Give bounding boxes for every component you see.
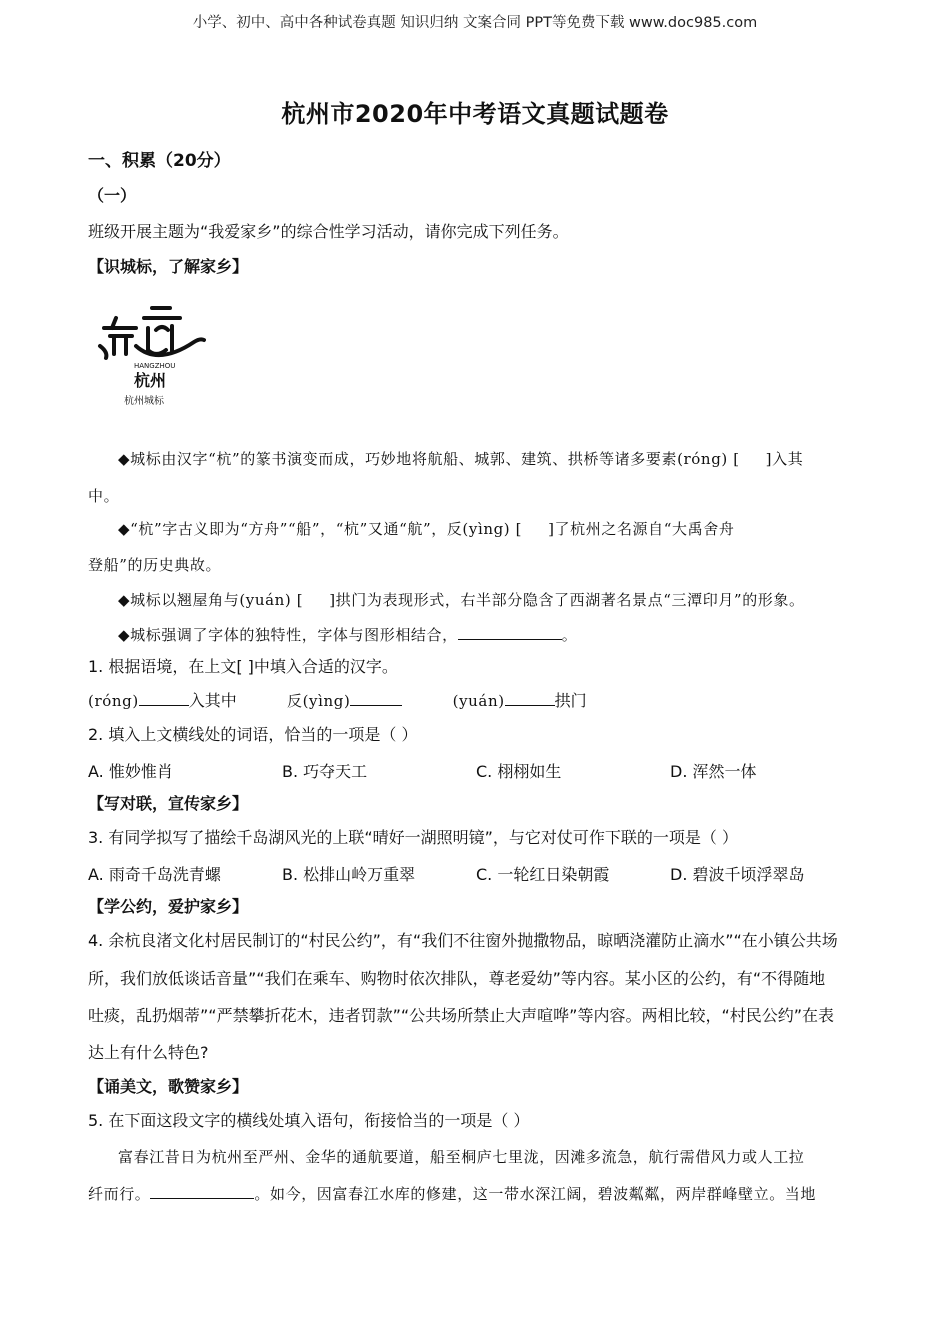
paragraph-4 — [118, 624, 577, 646]
passage-text-a: 纤而行。 — [88, 1185, 151, 1203]
passage-line-1: 富春江昔日为杭州至严州、金华的通航要道，船至桐庐七里泷，因滩多流急，航行需借风力或人工拉 — [118, 1148, 805, 1166]
q1-blank-1-line[interactable] — [139, 690, 189, 706]
part-heading: （一） — [88, 186, 137, 205]
page-title: 杭州市2020年中考语文真题试题卷 — [281, 100, 669, 128]
task-heading-1: 【识城标，了解家乡】 — [88, 257, 249, 276]
passage-line-2 — [88, 1183, 816, 1205]
question-3: 3. 有同学拟写了描绘千岛湖风光的上联“晴好一湖照明镜”，与它对仗可作下联的一项是（ ） — [88, 828, 739, 847]
q3-option-a[interactable]: A. 雨奇千岛洗青螺 — [88, 865, 221, 884]
q2-option-d[interactable]: D. 浑然一体 — [670, 762, 757, 781]
question-4-line-2: 所，我们放低谈话音量”“我们在乘车、购物时依次排队，尊老爱幼”等内容。某小区的公约，有“不得随地 — [88, 969, 826, 988]
p1-text-b: ]入其 — [765, 450, 804, 468]
logo-emblem-icon — [96, 300, 206, 410]
question-4-line-4: 达上有什么特色? — [88, 1043, 209, 1062]
task-heading-4: 【诵美文，歌赞家乡】 — [88, 1077, 249, 1096]
p4-text-a: ◆城标强调了字体的独特性，字体与图形相结合， — [118, 626, 458, 644]
p2-text-a: ◆“杭”字古义即为“方舟”“船”，“杭”又通“航”，反(yìng) [ — [118, 520, 523, 538]
section-heading: 一、积累（20分） — [88, 151, 231, 171]
q2-option-b[interactable]: B. 巧夺天工 — [282, 762, 368, 781]
logo-en-text: HANGZHOU — [134, 362, 176, 370]
q1-blank-3-label: (yuán) — [452, 692, 505, 710]
q3-option-c[interactable]: C. 一轮红日染朝霞 — [476, 865, 610, 884]
p3-text-a: ◆城标以翘屋角与(yuán) [ — [118, 591, 304, 609]
hangzhou-city-logo — [96, 300, 206, 410]
paragraph-2-line-2: 登船”的历史典故。 — [88, 556, 222, 574]
logo-caption: 杭州城标 — [124, 396, 164, 407]
question-4-line-1: 4. 余杭良渚文化村居民制订的“村民公约”，有“我们不往窗外抛撒物品，晾晒浇灌防止滴水”“在小镇公共场 — [88, 931, 838, 950]
q2-option-c[interactable]: C. 栩栩如生 — [476, 762, 562, 781]
q1-blank-3-line[interactable] — [505, 690, 555, 706]
paragraph-1-line-2: 中。 — [88, 487, 120, 505]
p1-text-a: ◆城标由汉字“杭”的篆书演变而成，巧妙地将航船、城郭、建筑、拱桥等诸多要素(róng) [ — [118, 450, 740, 468]
q1-blank-2-label: 反(yìng) — [286, 692, 351, 710]
question-2: 2. 填入上文横线处的词语，恰当的一项是（ ） — [88, 725, 418, 744]
q3-option-b[interactable]: B. 松排山岭万重翠 — [282, 865, 416, 884]
question-1: 1. 根据语境，在上文[ ]中填入合适的汉字。 — [88, 657, 398, 676]
p4-text-b: 。 — [561, 626, 578, 644]
paragraph-2-line-1 — [118, 518, 734, 540]
logo-cn-text: 杭州 — [134, 371, 167, 390]
q1-blank-1-suffix: 入其中 — [188, 691, 237, 710]
question-1-blanks — [88, 690, 587, 712]
passage-answer-line[interactable] — [150, 1183, 254, 1199]
q3-option-d[interactable]: D. 碧波千顷浮翠岛 — [670, 865, 805, 884]
page-header: 小学、初中、高中各种试卷真题 知识归纳 文案合同 PPT等免费下载 www.doc985.com — [192, 15, 758, 31]
passage-text-b: 。如今，因富春江水库的修建，这一带水深江阔，碧波粼粼，两岸群峰壁立。当地 — [254, 1185, 817, 1203]
q1-blank-2-line[interactable] — [350, 690, 402, 706]
question-5: 5. 在下面这段文字的横线处填入语句，衔接恰当的一项是（ ） — [88, 1111, 530, 1130]
question-4-line-3: 吐痰，乱扔烟蒂”“严禁攀折花木，违者罚款”“公共场所禁止大声喧哗”等内容。两相比较，“村民公约”在表 — [88, 1006, 835, 1025]
q2-option-a[interactable]: A. 惟妙惟肖 — [88, 762, 173, 781]
intro-text: 班级开展主题为“我爱家乡”的综合性学习活动，请你完成下列任务。 — [88, 222, 569, 241]
task-heading-2: 【写对联，宣传家乡】 — [88, 794, 249, 813]
paragraph-3 — [118, 589, 805, 611]
paragraph-1-line-1 — [118, 448, 803, 470]
q1-blank-1-label: (róng) — [88, 692, 139, 710]
p4-answer-line[interactable] — [458, 624, 562, 640]
p3-text-b: ]拱门为表现形式，右半部分隐含了西湖著名景点“三潭印月”的形象。 — [329, 591, 805, 609]
task-heading-3: 【学公约，爱护家乡】 — [88, 897, 249, 916]
p2-text-b: ]了杭州之名源自“大禹舍舟 — [548, 520, 735, 538]
q1-blank-3-suffix: 拱门 — [554, 691, 587, 710]
